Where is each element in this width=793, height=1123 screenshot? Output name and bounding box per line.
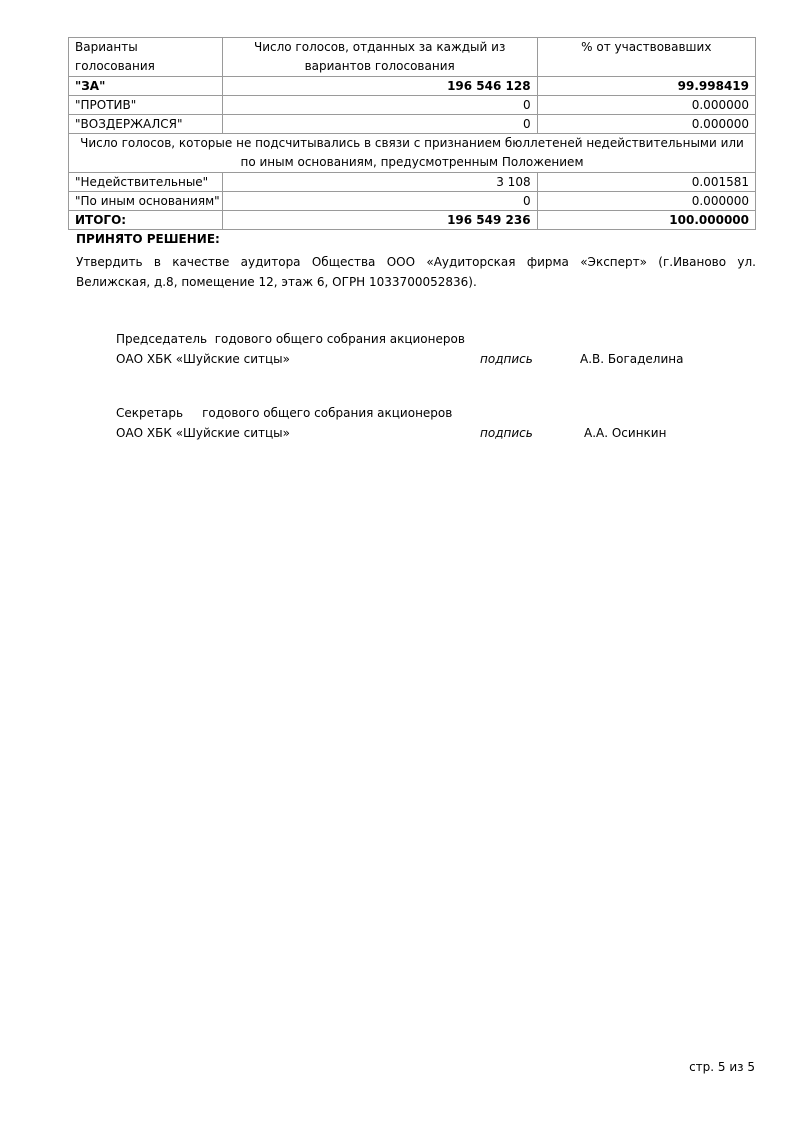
option-cell: "По иным основаниям" xyxy=(69,192,223,211)
votes-cell: 196 546 128 xyxy=(222,77,537,96)
chairman-signature: подпись xyxy=(480,352,533,366)
secretary-org: ОАО ХБК «Шуйские ситцы» xyxy=(116,426,290,440)
votes-cell: 0 xyxy=(222,192,537,211)
total-label: ИТОГО: xyxy=(69,211,223,230)
uncounted-note: Число голосов, которые не подсчитывались в связи с признанием бюллетеней недействительными или по иным основаниям, предусмотренным Положением xyxy=(69,134,756,173)
percent-cell: 0.001581 xyxy=(537,173,755,192)
uncounted-note-row xyxy=(69,134,756,173)
chairman-name: А.В. Богаделина xyxy=(580,352,684,366)
percent-cell: 0.000000 xyxy=(537,192,755,211)
percent-cell: 0.000000 xyxy=(537,96,755,115)
option-cell: "ПРОТИВ" xyxy=(69,96,223,115)
secretary-signature-block xyxy=(116,403,756,443)
decision-text: Утвердить в качестве аудитора Общества ООО «Аудиторская фирма «Эксперт» (г.Иваново ул. Велижская, д.8, помещение 12, этаж 6, ОГРН 1033700052836). xyxy=(76,255,756,289)
header-votes: Число голосов, отданных за каждый из вариантов голосования xyxy=(222,38,537,77)
table-row-other-grounds xyxy=(69,192,756,211)
chairman-role: Председатель годового общего собрания акционеров xyxy=(116,332,465,346)
header-percent: % от участвовавших xyxy=(537,38,755,77)
secretary-signature: подпись xyxy=(480,426,533,440)
votes-cell: 3 108 xyxy=(222,173,537,192)
table-row-invalid xyxy=(69,173,756,192)
header-options: Варианты голосования xyxy=(69,38,223,77)
table-row-total xyxy=(69,211,756,230)
decision-title: ПРИНЯТО РЕШЕНИЕ: xyxy=(76,232,220,246)
option-cell: "ЗА" xyxy=(69,77,223,96)
table-header-row xyxy=(69,38,756,77)
chairman-signature-block xyxy=(116,329,756,369)
total-percent: 100.000000 xyxy=(537,211,755,230)
secretary-name: А.А. Осинкин xyxy=(584,426,667,440)
percent-cell: 0.000000 xyxy=(537,115,755,134)
table-row-against xyxy=(69,96,756,115)
secretary-role: Секретарь годового общего собрания акционеров xyxy=(116,406,453,420)
chairman-org: ОАО ХБК «Шуйские ситцы» xyxy=(116,352,290,366)
table-row-for xyxy=(69,77,756,96)
total-votes: 196 549 236 xyxy=(222,211,537,230)
voting-results-table xyxy=(68,37,756,230)
option-cell: "ВОЗДЕРЖАЛСЯ" xyxy=(69,115,223,134)
votes-cell: 0 xyxy=(222,96,537,115)
votes-cell: 0 xyxy=(222,115,537,134)
percent-cell: 99.998419 xyxy=(537,77,755,96)
page-number: стр. 5 из 5 xyxy=(689,1060,755,1074)
option-cell: "Недействительные" xyxy=(69,173,223,192)
table-row-abstain xyxy=(69,115,756,134)
